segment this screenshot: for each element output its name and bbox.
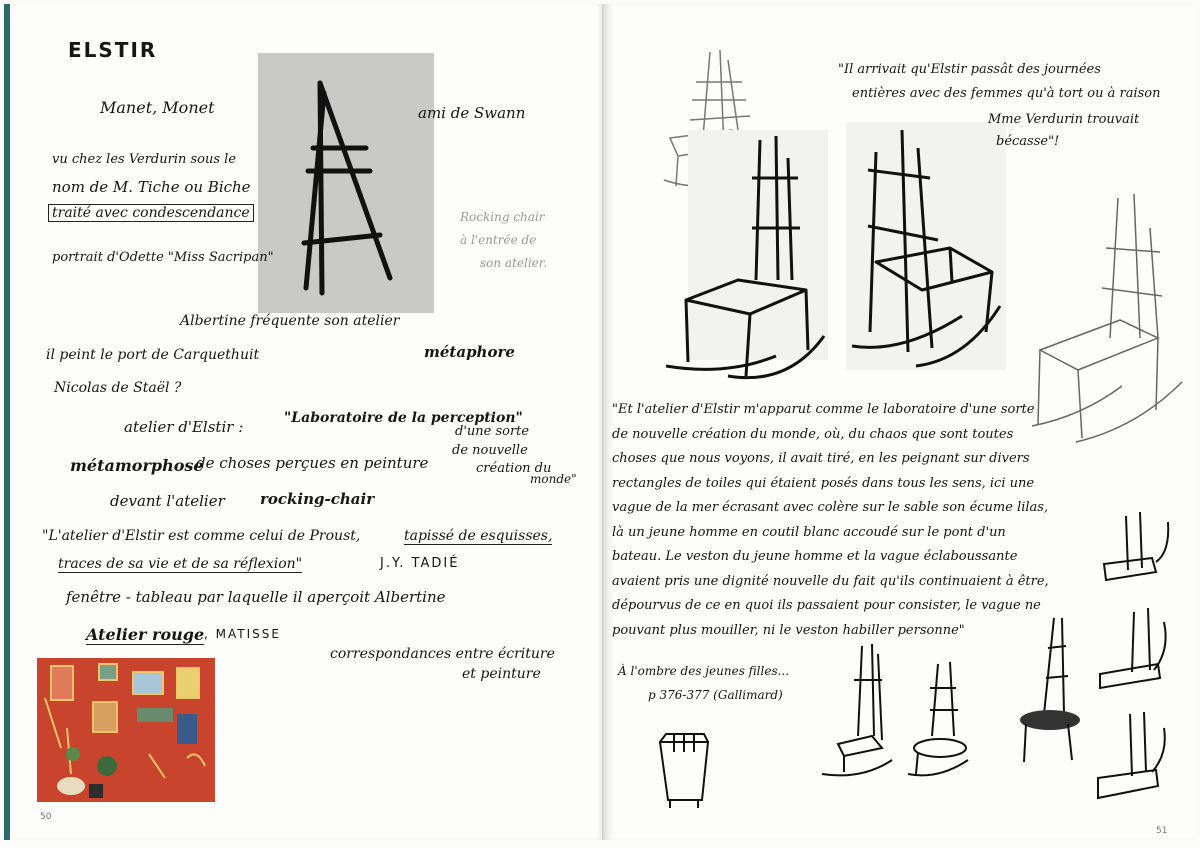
rocking-chair-drawing-left <box>658 130 836 382</box>
pencil-chair-sketch-right <box>1030 188 1190 448</box>
albertine-frequente: Albertine fréquente son atelier <box>180 313 400 329</box>
rocking-chair-label: rocking-chair <box>260 490 375 508</box>
une-sorte-4: monde" <box>530 472 577 486</box>
pencil-note-line1: Rocking chair <box>460 210 545 224</box>
correspondances-line1: correspondances entre écriture <box>330 646 555 662</box>
matisse-red-studio-image <box>37 658 215 802</box>
metaphore: métaphore <box>424 343 515 361</box>
pencil-note-line2: à l'entrée de <box>460 233 537 247</box>
atelier-elstir: atelier d'Elstir : <box>124 418 244 436</box>
une-sorte-1: d'une sorte <box>455 424 530 439</box>
port-carquethuit: il peint le port de Carquethuit <box>46 347 260 363</box>
une-sorte-3: création du <box>476 461 552 476</box>
atelier-rouge: Atelier rouge <box>86 625 205 644</box>
choses-percues: de choses perçues en peinture <box>196 454 429 472</box>
pencil-note-line3: son atelier. <box>480 256 548 270</box>
elstir-studio-quote: "Et l'atelier d'Elstir m'apparut comme le laboratoire d'une sorte de nouvelle création du monde, où, du chaos que sont toutes choses que nous voyons, il avait tiré, en les peignant sur divers rectangles de toiles qui étaient posés dans tous les sens, ici une vague de la mer écrasant avec colère sur le sable son écume lilas, là un jeune homme en coutil blanc accoudé sur le pont d'un bateau. Le veston du jeune homme et la vague éclaboussante avaient pris une dignité nouvelle du fait qu'ils continuaient à être, dépourvus de ce en quoi ils passaient pour consister, le vague ne pouvant plus mouiller, ni le veston habiller personne" <box>612 402 1049 638</box>
laboratoire-perception: "Laboratoire de la perception" <box>284 410 523 426</box>
stool-sketch <box>652 728 716 812</box>
source-title: À l'ombre des jeunes filles... <box>618 664 790 678</box>
fenetre-tableau: fenêtre - tableau par laquelle il aperçoit Albertine <box>66 588 446 606</box>
round-seat-chair-sketch <box>1014 612 1084 768</box>
source-pages: p 376-377 (Gallimard) <box>648 688 783 702</box>
small-rocking-chair-sketches <box>818 640 978 780</box>
devant-atelier: devant l'atelier <box>110 492 225 510</box>
quote-tadie-author: J.Y. TADIÉ <box>380 556 460 571</box>
chair-leg-sketches <box>1092 508 1176 808</box>
vu-chez-line2: nom de M. Tiche ou Biche <box>52 178 251 196</box>
easel-drawing <box>258 53 434 313</box>
quote-verdurin-line4: bécasse"! <box>996 134 1060 149</box>
rocking-chair-drawing-right <box>846 122 1006 374</box>
quote-verdurin-line3: Mme Verdurin trouvait <box>988 112 1140 127</box>
quote-verdurin-line1: "Il arrivait qu'Elstir passât des journées <box>838 62 1101 77</box>
right-page-number: 51 <box>1156 826 1168 836</box>
matisse: , MATISSE <box>204 627 281 641</box>
traite-condescendance: traité avec condescendance <box>48 204 254 222</box>
nicolas-stael: Nicolas de Staël ? <box>54 380 182 396</box>
une-sorte-2: de nouvelle <box>452 443 528 458</box>
vu-chez-line1: vu chez les Verdurin sous le <box>52 152 237 167</box>
correspondances-line2: et peinture <box>462 666 541 682</box>
quote-tadie-line1b: tapissé de esquisses, <box>404 528 553 544</box>
quote-verdurin-line2: entières avec des femmes qu'à tort ou à raison <box>852 86 1161 101</box>
page-title: ELSTIR <box>68 38 158 62</box>
left-page-number: 50 <box>40 812 52 822</box>
manet-monet: Manet, Monet <box>100 98 215 117</box>
quote-tadie-line2a: traces de sa vie et de sa réflexion" <box>58 556 303 572</box>
metamorphose: métamorphose <box>70 456 204 475</box>
quote-tadie-line1a: "L'atelier d'Elstir est comme celui de Proust, <box>42 528 361 544</box>
portrait-odette: portrait d'Odette "Miss Sacripan" <box>52 250 274 265</box>
ami-swann: ami de Swann <box>418 104 526 122</box>
